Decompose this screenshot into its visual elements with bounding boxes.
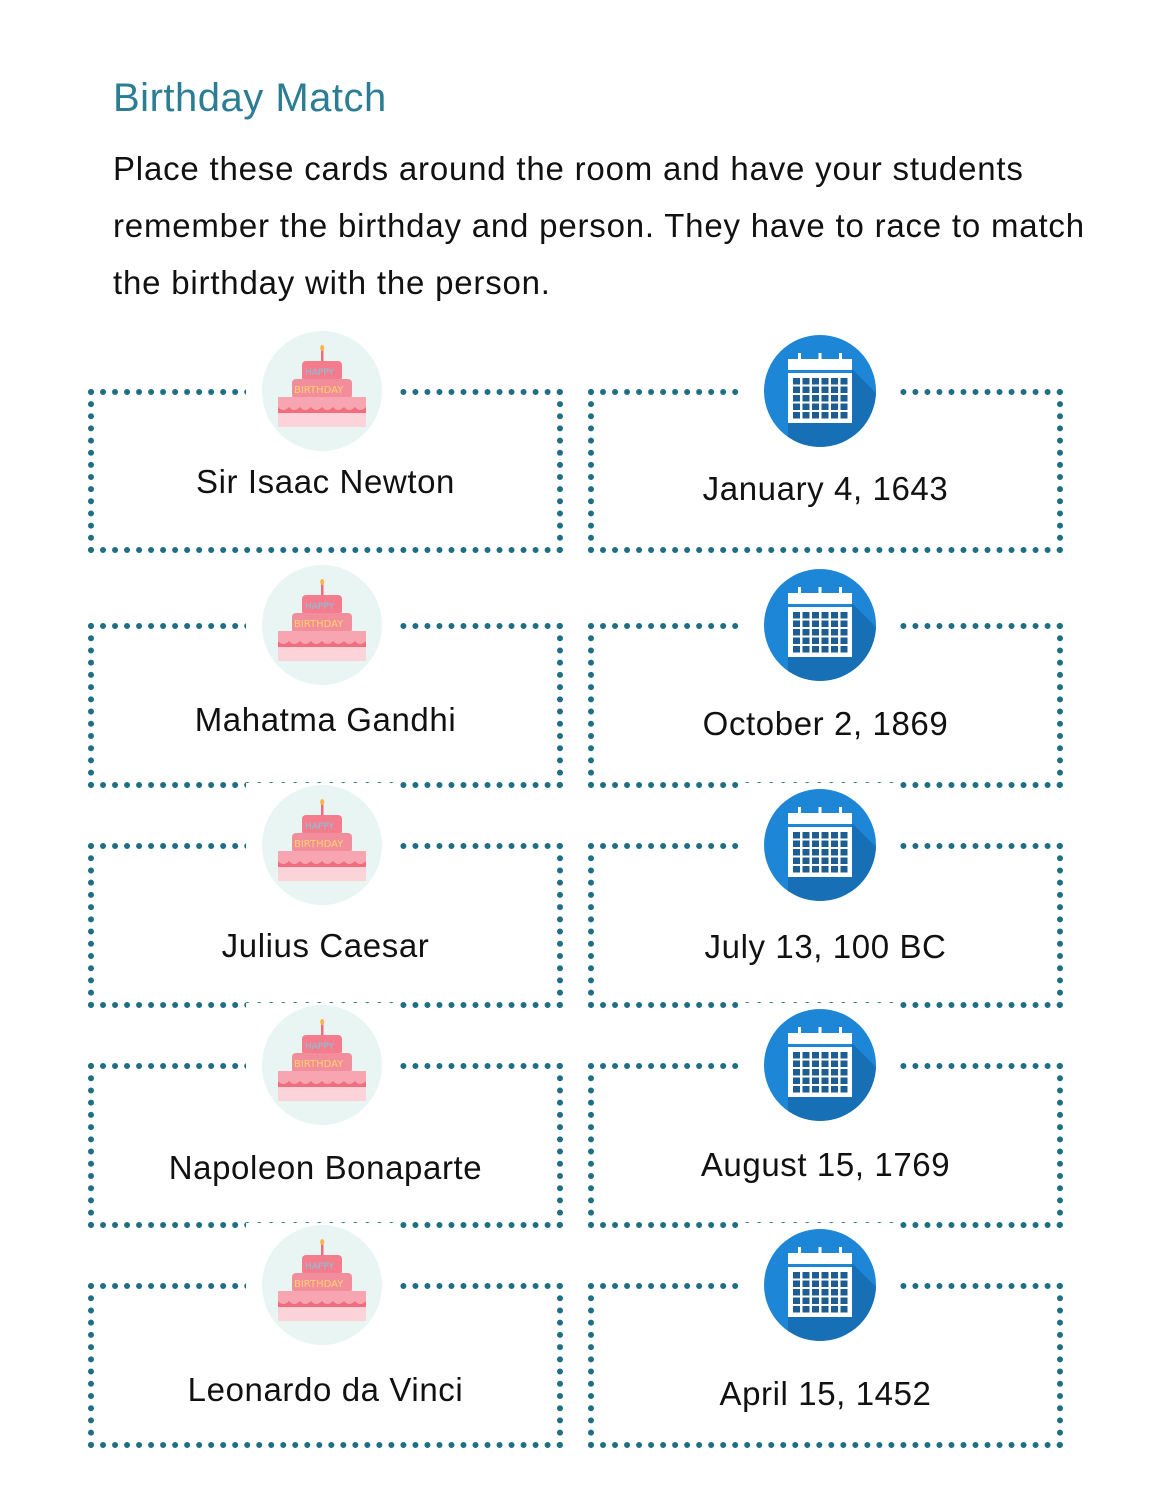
birth-date: January 4, 1643	[702, 470, 949, 507]
person-name: Mahatma Gandhi	[194, 701, 457, 738]
svg-text:BIRTHDAY: BIRTHDAY	[294, 619, 344, 630]
svg-text:HAPPY: HAPPY	[305, 368, 335, 378]
birthday-cake-icon	[246, 1003, 398, 1129]
person-name: Julius Caesar	[221, 927, 430, 964]
calendar-icon	[744, 563, 896, 689]
svg-text:HAPPY: HAPPY	[305, 602, 335, 612]
birth-date: August 15, 1769	[700, 1146, 951, 1183]
instructions: Place these cards around the room and have your students remember the birthday and person. They have to race to match the birthday with the person.	[113, 150, 1085, 301]
birthday-cake-icon	[246, 783, 398, 909]
svg-text:HAPPY: HAPPY	[305, 822, 335, 832]
birth-date: October 2, 1869	[702, 705, 949, 742]
birth-date: July 13, 100 BC	[704, 928, 947, 965]
svg-text:HAPPY: HAPPY	[305, 1042, 335, 1052]
page-title: Birthday Match	[113, 76, 387, 120]
calendar-icon	[744, 1003, 896, 1129]
calendar-icon	[744, 329, 896, 455]
birthday-cake-icon	[246, 563, 398, 689]
person-name: Napoleon Bonaparte	[168, 1149, 483, 1186]
svg-text:BIRTHDAY: BIRTHDAY	[294, 385, 344, 396]
person-name: Sir Isaac Newton	[195, 463, 456, 500]
person-name: Leonardo da Vinci	[187, 1371, 464, 1408]
birth-date: April 15, 1452	[719, 1375, 932, 1412]
svg-text:BIRTHDAY: BIRTHDAY	[294, 839, 344, 850]
svg-text:BIRTHDAY: BIRTHDAY	[294, 1279, 344, 1290]
birthday-cake-icon	[246, 329, 398, 455]
calendar-icon	[744, 783, 896, 909]
svg-text:BIRTHDAY: BIRTHDAY	[294, 1059, 344, 1070]
calendar-icon	[744, 1223, 896, 1349]
birthday-cake-icon	[246, 1223, 398, 1349]
svg-text:HAPPY: HAPPY	[305, 1262, 335, 1272]
